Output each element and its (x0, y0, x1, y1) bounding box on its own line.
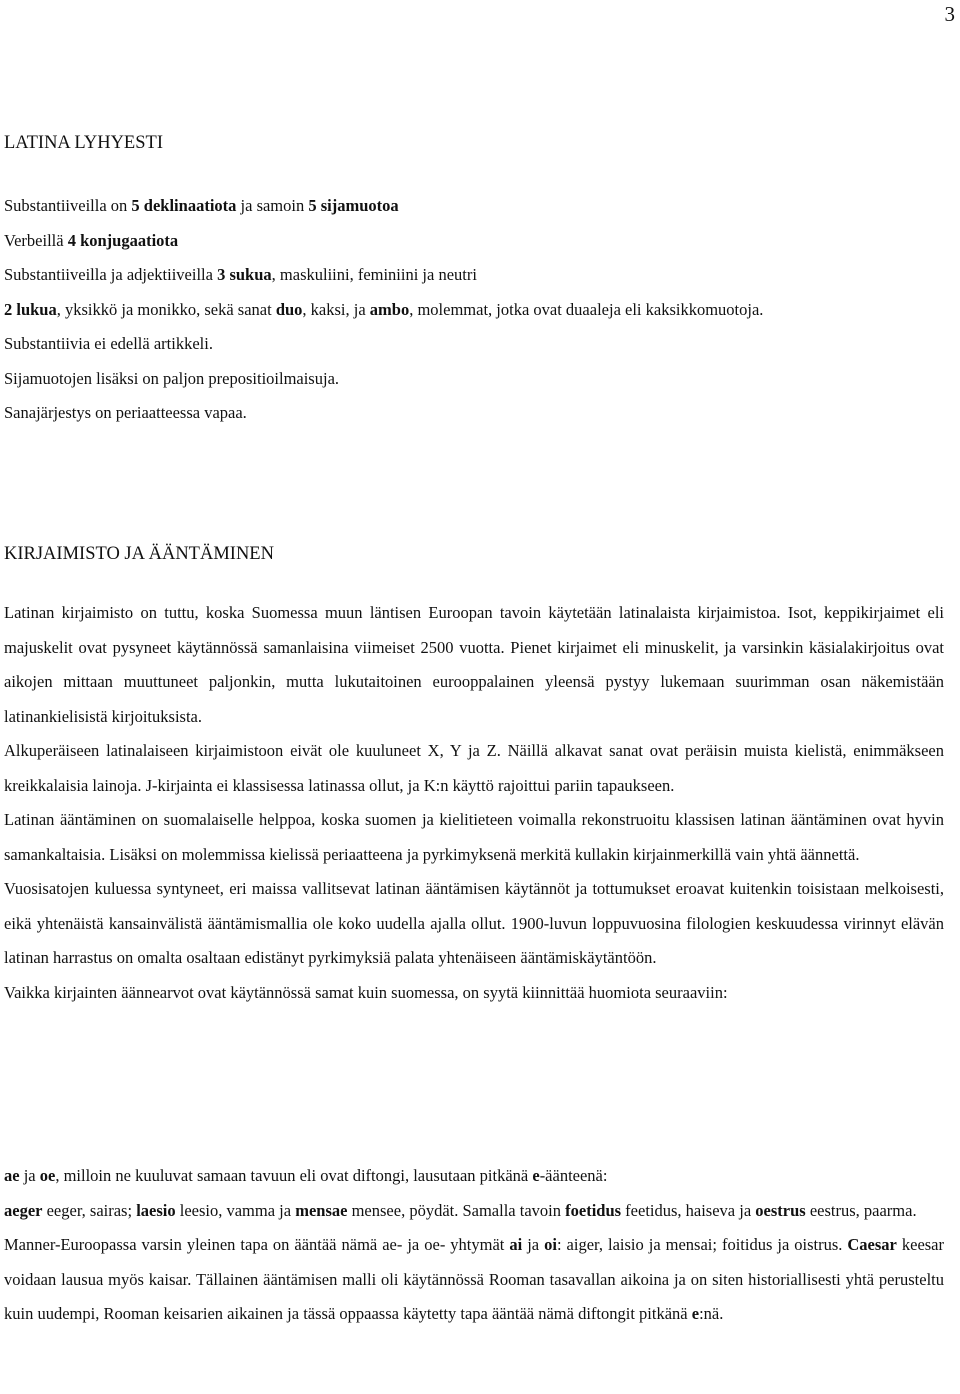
bold-term: ae (4, 1166, 20, 1185)
bold-term: oe (39, 1166, 56, 1185)
text-run: Verbeillä (4, 230, 68, 250)
text-run: feetidus, haiseva ja (621, 1200, 756, 1220)
paragraph (4, 596, 944, 734)
bold-term: e (691, 1304, 700, 1323)
text-run: , yksikkö ja monikko, sekä sanat (56, 299, 276, 319)
text-run: Latinan kirjaimisto on tuttu, koska Suomessa muun läntisen Euroopan tavoin käytetään latinalaista kirjaimistoa. Isot, keppikirjaimet eli majuskelit ovat pysyneet käytännössä samanlaisina viimeiset 2500 vuotta. Pienet kirjaimet eli minuskelit, ja varsinkin käsialakirjoitus ovat aikojen mittaan muuttuneet paljonkin, mutta lukutaitoinen eurooppalainen yleensä pystyy lukemaan suurimman osan näkemistään latinankielisistä kirjoituksista. (4, 603, 944, 726)
text-run: : aiger, laisio ja mensai; foitidus ja oistrus. (556, 1235, 848, 1254)
section-kirjaimisto (4, 544, 954, 1010)
summary-line (4, 293, 954, 328)
bold-term: Caesar (847, 1235, 897, 1254)
text-run: , maskuliini, feminiini ja neutri (271, 265, 477, 284)
body-paragraphs (4, 596, 954, 1010)
text-run: Manner-Euroopassa varsin yleinen tapa on ääntää nämä ae- ja oe- yhtymät (4, 1235, 510, 1254)
text-run: ja (522, 1235, 545, 1254)
text-run: , kaksi, ja (302, 299, 370, 319)
paragraph (4, 1194, 944, 1229)
paragraph (4, 803, 944, 872)
text-run: Sijamuotojen lisäksi on paljon prepositioilmaisuja. (4, 368, 340, 388)
section-diftongit (4, 1159, 954, 1332)
body-paragraphs (4, 1159, 954, 1332)
paragraph (4, 1159, 944, 1194)
text-run: Substantiivia ei edellä artikkeli. (4, 334, 213, 353)
section-title: LATINA LYHYESTI (4, 133, 163, 153)
bold-term: 4 konjugaatiota (67, 230, 179, 250)
text-run: keesar voidaan lausua myös kaisar. Tällainen ääntämisen malli oli käytännössä Rooman tasavallan aikoina ja on siten historiallisesti yhtä perusteltu kuin uudempi, Rooman keisarien aikainen ja tässä oppaassa käytetty tapa ääntää nämä diftongit pitkänä (4, 1235, 945, 1323)
text-run: ja samoin (236, 196, 309, 215)
bold-term: foetidus (565, 1200, 622, 1220)
bold-term: mensae (295, 1200, 348, 1220)
bold-term: e (532, 1166, 540, 1185)
paragraph (4, 1228, 944, 1332)
text-run: eeger, sairas; (42, 1200, 137, 1220)
bold-term: 2 lukua (4, 299, 57, 319)
text-run: eestrus, paarma. (805, 1200, 917, 1220)
bold-term: duo (275, 299, 303, 319)
text-run: , milloin ne kuuluvat samaan tavuun eli ovat diftongi, lausutaan pitkänä (55, 1166, 533, 1185)
paragraph (4, 976, 944, 1011)
paragraph (4, 872, 944, 976)
text-run: -äänteenä: (539, 1166, 608, 1185)
summary-line (4, 258, 954, 293)
bold-term: ambo (369, 299, 410, 319)
summary-lines (4, 189, 954, 431)
text-run: , molemmat, jotka ovat duaaleja eli kaksikkomuotoja. (409, 299, 764, 319)
summary-line (4, 189, 954, 224)
text-run: ja (19, 1166, 40, 1185)
bold-term: aeger (4, 1200, 43, 1220)
bold-term: oestrus (755, 1200, 806, 1220)
paragraph (4, 734, 944, 803)
text-run: mensee, pöydät. Samalla tavoin (347, 1200, 566, 1220)
text-run: Sanajärjestys on periaatteessa vapaa. (4, 403, 247, 422)
text-run: Substantiiveilla on (4, 196, 132, 215)
bold-term: ai (509, 1235, 523, 1254)
text-run: leesio, vamma ja (175, 1200, 296, 1220)
summary-line (4, 362, 954, 397)
text-run: Vaikka kirjainten äännearvot ovat käytännössä samat kuin suomessa, on syytä kiinnittää huomiota seuraaviin: (4, 982, 728, 1002)
bold-term: laesio (136, 1200, 176, 1220)
text-run: Latinan ääntäminen on suomalaiselle helppoa, koska suomen ja kielitieteen voimalla rekonstruoitu klassisen latinan ääntäminen ovat hyvin samankaltaisia. Lisäksi on molemmissa kielissä periaatteena ja pyrkimyksenä merkitä kullakin kirjainmerkillä vain yhtä äännettä. (4, 810, 944, 864)
summary-line (4, 327, 954, 362)
summary-line (4, 396, 954, 431)
bold-term: oi (544, 1235, 557, 1254)
bold-term: 5 sijamuotoa (308, 196, 399, 215)
text-run: Vuosisatojen kuluessa syntyneet, eri maissa vallitsevat latinan ääntämisen käytännöt ja tottumukset eroavat kuitenkin toisistaan melkoisesti, eikä yhtenäistä kansainvälistä ääntämismallia ole koko uudella ajalla ollut. 1900-luvun loppuvuosina filologien keskuudessa virinnyt elävän latinan harrastus on omalta osaltaan edistänyt pyrkimyksiä palata yhtenäiseen ääntämiskäytäntöön. (4, 879, 944, 967)
summary-line (4, 224, 954, 259)
text-run: Alkuperäiseen latinalaiseen kirjaimistoon eivät ole kuuluneet X, Y ja Z. Näillä alkavat sanat ovat peräisin muista kielistä, enimmäkseen kreikkalaisia lainoja. J-kirjainta ei klassisessa latinassa ollut, ja K:n käyttö rajoittui pariin tapaukseen. (4, 741, 944, 795)
bold-term: 3 sukua (217, 265, 272, 284)
text-run: :nä. (699, 1304, 724, 1323)
text-run: Substantiiveilla ja adjektiiveilla (4, 265, 218, 284)
page-number: 3 (944, 2, 955, 26)
bold-term: 5 deklinaatiota (131, 196, 237, 215)
section-latina-lyhyesti (4, 133, 954, 431)
section-title: KIRJAIMISTO JA ÄÄNTÄMINEN (4, 544, 274, 564)
